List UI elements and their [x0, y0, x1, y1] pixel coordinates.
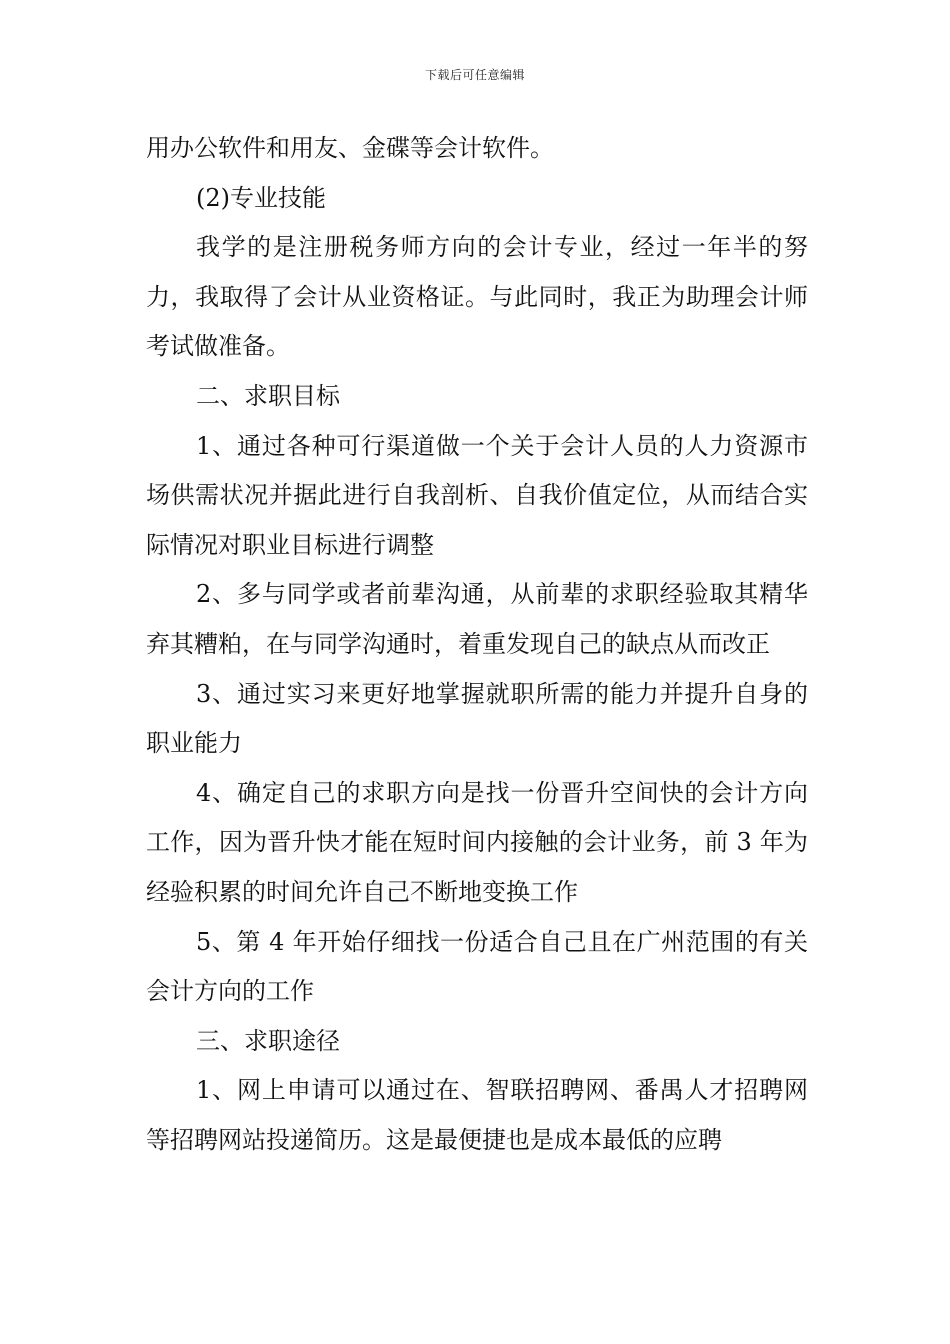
list-item: 1、通过各种可行渠道做一个关于会计人员的人力资源市场供需状况并据此进行自我剖析、自我价值定位，从而结合实际情况对职业目标进行调整 [146, 431, 808, 559]
document-body [146, 124, 808, 1165]
header-note: 下载后可任意编辑 [424, 68, 525, 82]
list-item: 3、通过实习来更好地掌握就职所需的能力并提升自身的职业能力 [146, 679, 808, 758]
list-item: 2、多与同学或者前辈沟通，从前辈的求职经验取其精华弃其糟粕，在与同学沟通时，着重发现自己的缺点从而改正 [146, 580, 808, 658]
paragraph: 用办公软件和用友、金碟等会计软件。 [146, 134, 554, 162]
list-item: 1、网上申请可以通过在、智联招聘网、番禺人才招聘网等招聘网站投递简历。这是最便捷也是成本最低的应聘 [146, 1076, 808, 1154]
section-heading: 二、求职目标 [196, 381, 340, 410]
list-item: 5、第 4 年开始仔细找一份适合自己且在广州范围的有关会计方向的工作 [146, 927, 808, 1006]
paragraph: 我学的是注册税务师方向的会计专业，经过一年半的努力，我取得了会计从业资格证。与此同时，我正为助理会计师考试做准备。 [146, 233, 808, 361]
section-heading: 三、求职途径 [196, 1026, 340, 1055]
list-item: 4、确定自己的求职方向是找一份晋升空间快的会计方向工作，因为晋升快才能在短时间内接触的会计业务，前 3 年为经验积累的时间允许自己不断地变换工作 [146, 778, 808, 906]
section-subheading: (2)专业技能 [196, 183, 326, 212]
